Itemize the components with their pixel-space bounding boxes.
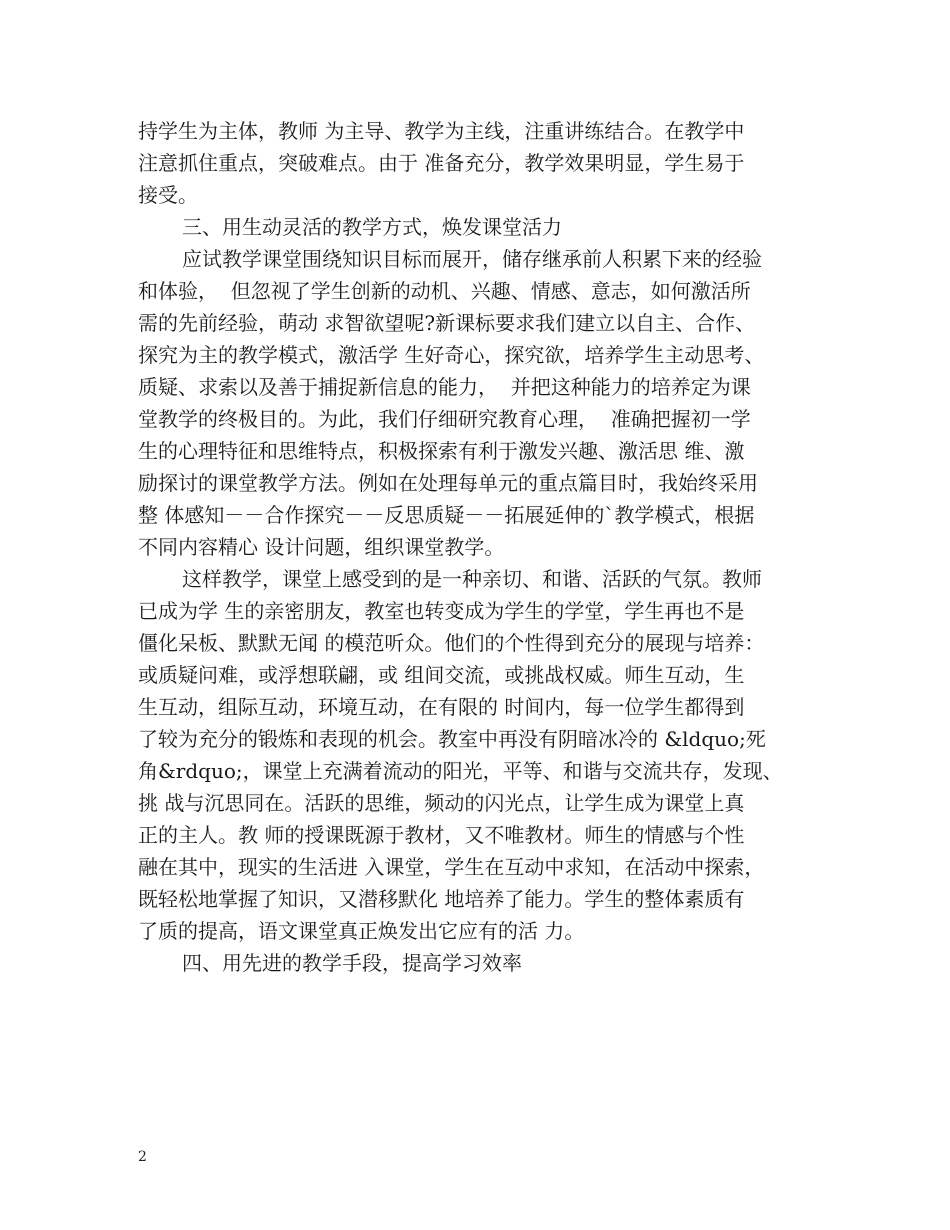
- text-line: 持学生为主体，教师 为主导、教学为主线，注重讲练结合。在教学中: [138, 119, 745, 143]
- text-line: 角&rdquo;，课堂上充满着流动的阳光，平等、和谐与交流共存，发现、: [138, 759, 783, 783]
- text-line: 探究为主的教学模式，激活学 生好奇心，探究欲，培养学生主动思考、: [138, 343, 765, 367]
- text-line: 质疑、求索以及善于捕捉新信息的能力， 并把这种能力的培养定为课: [138, 375, 751, 399]
- text-line: 正的主人。教 师的授课既源于教材，又不唯教材。师生的情感与个性: [138, 823, 745, 847]
- text-line: 三、用生动灵活的教学方式，焕发课堂活力: [182, 215, 562, 239]
- text-line: 或质疑问难，或浮想联翩，或 组间交流，或挑战权威。师生互动，生: [138, 663, 745, 687]
- text-line: 不同内容精心 设计问题，组织课堂教学。: [138, 535, 505, 559]
- text-line: 需的先前经验，萌动 求智欲望呢?新课标要求我们建立以自主、合作、: [138, 311, 756, 335]
- text-line: 整 体感知－－合作探究－－反思质疑－－拓展延伸的`教学模式，根据: [138, 503, 755, 527]
- text-line: 注意抓住重点，突破难点。由于 准备充分，教学效果明显，学生易于: [138, 151, 745, 175]
- text-line: 堂教学的终极目的。为此，我们仔细研究教育心理， 准确把握初一学: [138, 407, 751, 431]
- page-number: 2: [138, 1149, 147, 1165]
- text-line: 僵化呆板、默默无闻 的模范听众。他们的个性得到充分的展现与培养：: [138, 631, 765, 655]
- text-line: 挑 战与沉思同在。活跃的思维，频动的闪光点，让学生成为课堂上真: [138, 791, 745, 815]
- text-line: 生的心理特征和思维特点，积极探索有利于激发兴趣、激活思 维、激: [138, 439, 745, 463]
- text-line: 和体验， 但忽视了学生创新的动机、兴趣、情感、意志，如何激活所: [138, 279, 751, 303]
- text-line: 应试教学课堂围绕知识目标而展开，储存继承前人积累下来的经验: [182, 247, 762, 271]
- text-line: 已成为学 生的亲密朋友，教室也转变成为学生的学堂，学生再也不是: [138, 599, 745, 623]
- document-body: [138, 115, 818, 979]
- text-line: 励探讨的课堂教学方法。例如在处理每单元的重点篇目时，我始终采用: [138, 471, 758, 495]
- text-line: 接受。: [138, 183, 198, 207]
- text-line: 这样教学，课堂上感受到的是一种亲切、和谐、活跃的气氛。教师: [182, 567, 762, 591]
- text-line: 了质的提高，语文课堂真正焕发出它应有的活 力。: [138, 919, 585, 943]
- text-line: 四、用先进的教学手段，提高学习效率: [182, 951, 522, 975]
- text-line: 了较为充分的锻炼和表现的机会。教室中再没有阴暗冰冷的 &ldquo;死: [138, 727, 766, 751]
- text-line: 生互动，组际互动，环境互动，在有限的 时间内，每一位学生都得到: [138, 695, 745, 719]
- text-line: 既轻松地掌握了知识，又潜移默化 地培养了能力。学生的整体素质有: [138, 887, 745, 911]
- text-line: 融在其中，现实的生活进 入课堂，学生在互动中求知，在活动中探索，: [138, 855, 765, 879]
